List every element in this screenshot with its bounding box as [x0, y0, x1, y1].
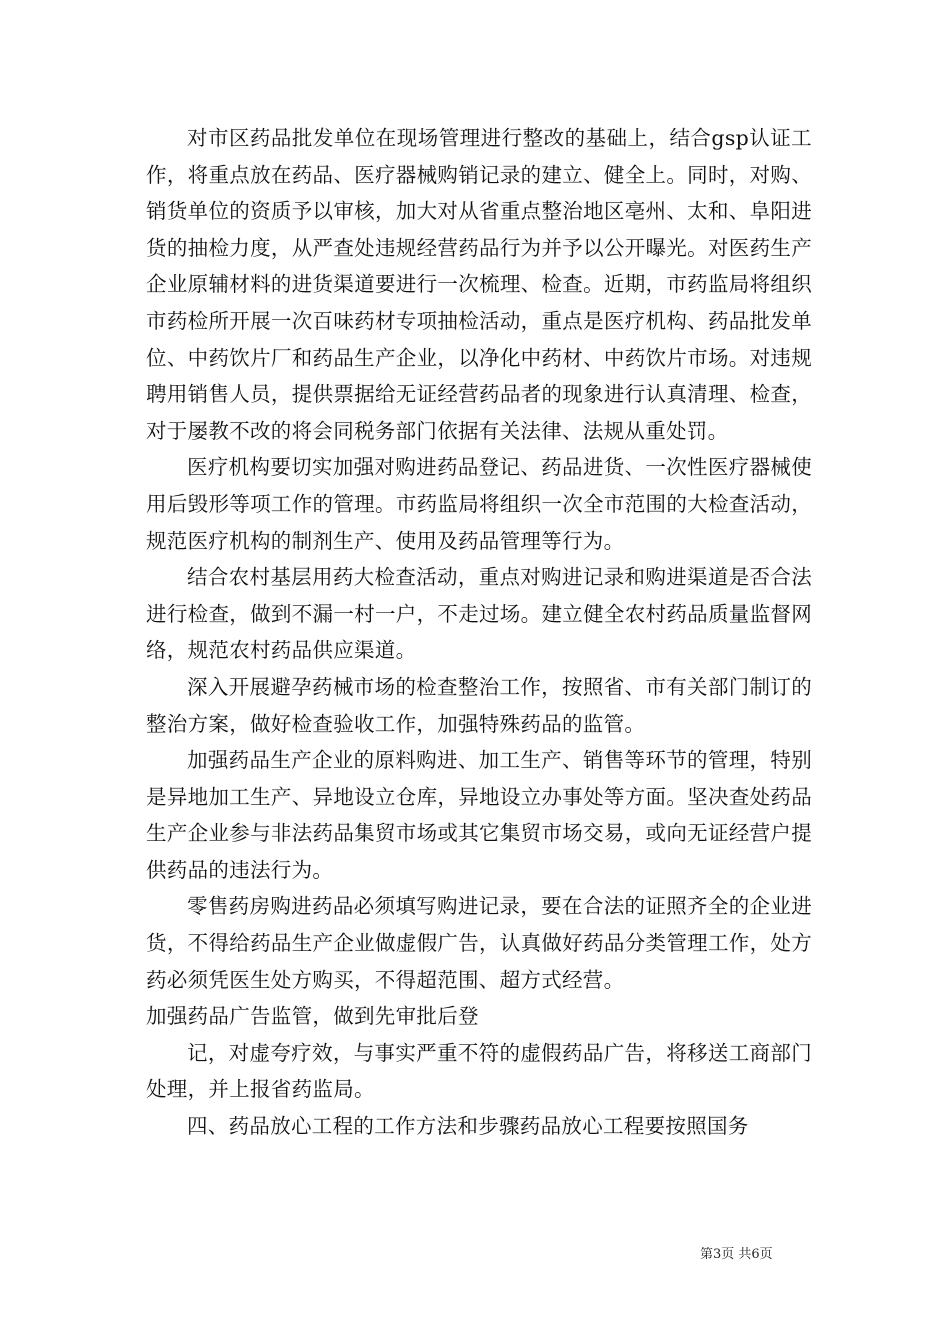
- paragraph-retail-pharmacy: 零售药房购进药品必须填写购进记录，要在合法的证照齐全的企业进货，不得给药品生产企业做虚假广告，认真做好药品分类管理工作，处方药必须凭医生处方购买，不得超范围、超方式经营。: [146, 894, 812, 992]
- paragraph-advertising-continued: 记，对虚夸疗效，与事实严重不符的虚假药品广告，将移送工商部门处理，并上报省药监局。: [146, 1040, 812, 1102]
- paragraph-rural-inspection: 结合农村基层用药大检查活动，重点对购进记录和购进渠道是否合法进行检查，做到不漏一村一户，不走过场。建立健全农村药品质量监督网络，规范农村药品供应渠道。: [146, 565, 812, 663]
- paragraph-manufacturer-management: 加强药品生产企业的原料购进、加工生产、销售等环节的管理，特别是异地加工生产、异地设立仓库，异地设立办事处等方面。坚决查处药品生产企业参与非法药品集贸市场或其它集贸市场交易，或向无证经营户提供药品的违法行为。: [146, 748, 812, 882]
- paragraph-advertising-start: 加强药品广告监管，做到先审批后登: [146, 1004, 479, 1029]
- paragraph-section-four-heading: 四、药品放心工程的工作方法和步骤药品放心工程要按照国务: [187, 1114, 749, 1139]
- paragraph-medical-institutions: 医疗机构要切实加强对购进药品登记、药品进货、一次性医疗器械使用后毁形等项工作的管理。市药监局将组织一次全市范围的大检查活动，规范医疗机构的制剂生产、使用及药品管理等行为。: [146, 455, 812, 553]
- page-number-footer: 第3页 共6页: [700, 1247, 773, 1262]
- paragraph-contraceptive-market: 深入开展避孕药械市场的检查整治工作，按照省、市有关部门制订的整治方案，做好检查验收工作，加强特殊药品的监管。: [146, 674, 812, 736]
- paragraph-wholesale-rectification: 对市区药品批发单位在现场管理进行整改的基础上，结合gsp认证工作，将重点放在药品、医疗器械购销记录的建立、健全上。同时，对购、销货单位的资质予以审核，加大对从省重点整治地区亳州、太和、阜阳进货的抽检力度，从严查处违规经营药品行为并予以公开曝光。对医药生产企业原辅材料的进货渠道要进行一次梳理、检查。近期，市药监局将组织市药检所开展一次百味药材专项抽检活动，重点是医疗机构、药品批发单位、中药饮片厂和药品生产企业，以净化中药材、中药饮片市场。对违规聘用销售人员，提供票据给无证经营药品者的现象进行认真清理、检查，对于屡教不改的将会同税务部门依据有关法律、法规从重处罚。: [146, 126, 812, 443]
- document-body: [146, 120, 812, 1145]
